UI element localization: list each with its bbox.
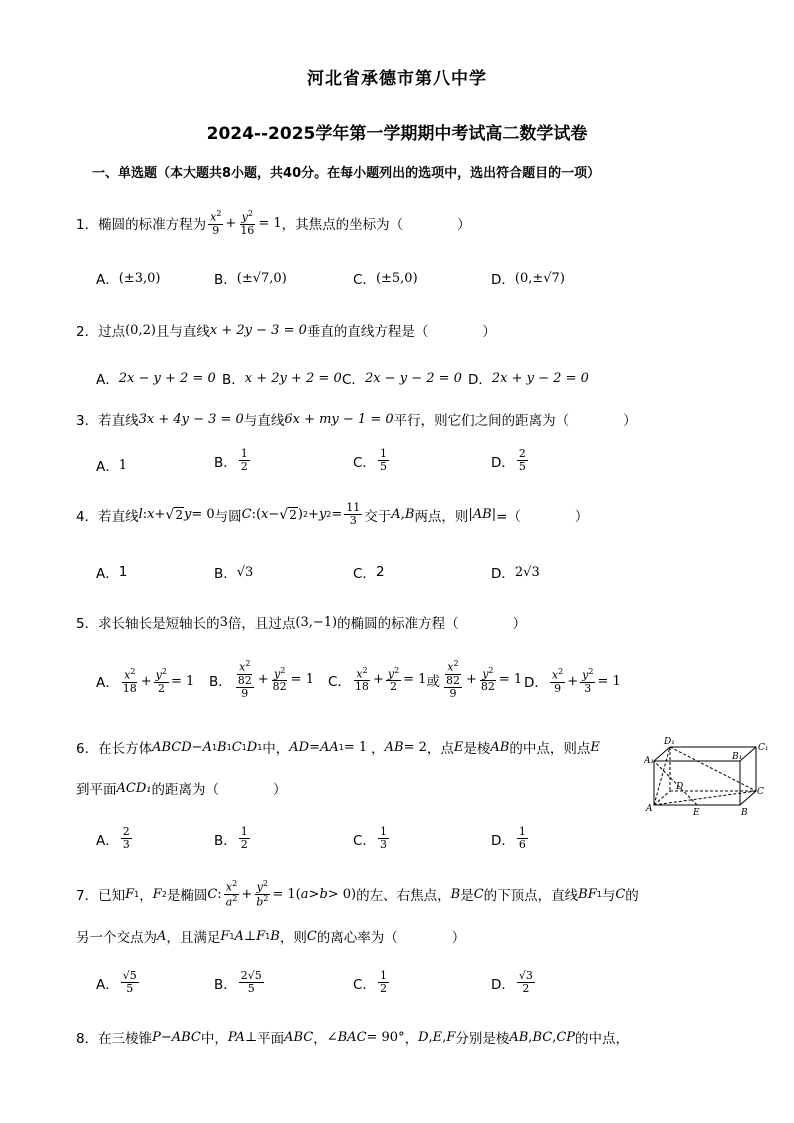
- option-4d[interactable]: D． 2√3: [491, 564, 540, 582]
- front-face: [654, 761, 740, 805]
- label-c1: C₁: [758, 743, 769, 753]
- option-2a[interactable]: A． 2x − y + 2 = 0: [96, 370, 216, 388]
- option-6d[interactable]: D． $\frac{1}{6}$: [491, 825, 526, 852]
- option-5a[interactable]: A． $\frac{x^2}{18}$ + $\frac{y^2}{2}$ = 1: [96, 667, 195, 695]
- option-5d[interactable]: D． $\frac{x^2}{9}$ + $\frac{y^2}{3}$ = 1: [524, 667, 621, 695]
- option-4c[interactable]: C． 2: [353, 564, 385, 582]
- question-text: 椭圆的标准方程为: [98, 217, 207, 234]
- option-4a[interactable]: A． 1: [96, 564, 128, 582]
- option-7a[interactable]: A． $\frac{√5}{5}$: [96, 969, 137, 996]
- option-7c[interactable]: C． $\frac{1}{2}$: [353, 969, 387, 996]
- option-1d[interactable]: D． (0,±√7): [491, 270, 565, 288]
- option-3b[interactable]: B． $\frac{1}{2}$: [214, 447, 248, 474]
- section-title: 一、单选题（本大题共8小题，共40分。在每小题列出的选项中，选出符合题目的一项）: [92, 166, 601, 181]
- school-name: 河北省承德市第八中学: [307, 69, 487, 89]
- question-number: 1．: [76, 217, 99, 234]
- question-1: 1． 椭圆的标准方程为 $\frac{x^2}{9}$ + $\frac{y^2}{16}$ = 1 ，其焦点的坐标为（ ）: [76, 209, 471, 237]
- option-7d[interactable]: D． $\frac{√3}{2}$: [491, 969, 533, 996]
- option-1b[interactable]: B． (±√7,0): [214, 270, 287, 288]
- label-e: E: [693, 808, 700, 818]
- option-3a[interactable]: A． 1: [96, 457, 128, 475]
- label-a: A: [646, 804, 653, 814]
- question-6: 6． 在长方体 ABCD − A 1 B 1 C 1 D 1 中， AD = AA 1 = 1 ， AB = 2 ，点 E 是棱 AB 的中点，则点 E: [76, 739, 600, 757]
- question-6-line2: 到平面 ACD₁ 的距离为（ ）: [76, 780, 287, 798]
- option-2c[interactable]: C． 2x − y − 2 = 0: [342, 370, 462, 388]
- option-2b[interactable]: B． x + 2y + 2 = 0: [222, 370, 342, 388]
- option-3c[interactable]: C． $\frac{1}{5}$: [353, 447, 387, 474]
- question-4: 4． 若直线 l : x + √ 2 y = 0 与圆 C : ( x − √ 2 ) 2 + y 2 = $\frac{11}{3}$ 交于 A,B 两点，则 |AB| =（ ）: [76, 501, 589, 528]
- edge-b1c1: [740, 747, 756, 761]
- diag-ac: [654, 791, 756, 805]
- label-a1: A₁: [644, 756, 655, 766]
- question-2: 2． 过点 (0,2) 且与直线 x + 2y − 3 = 0 垂直的直线方程是（ ）: [76, 322, 496, 340]
- option-6a[interactable]: A． $\frac{2}{3}$: [96, 825, 130, 852]
- cuboid-figure: [644, 735, 774, 821]
- question-8: 8． 在三棱锥 P − ABC 中， PA ⊥ 平面 ABC ， ∠ BAC = 90° ， D , E , F 分别是棱 AB , BC , CP 的中点，: [76, 1029, 630, 1047]
- exam-title: 2024--2025学年第一学期期中考试高二数学试卷: [206, 124, 588, 144]
- label-b: B: [741, 808, 748, 818]
- option-6b[interactable]: B． $\frac{1}{2}$: [214, 825, 248, 852]
- option-2d[interactable]: D． 2x + y − 2 = 0: [468, 370, 589, 388]
- option-3d[interactable]: D． $\frac{2}{5}$: [491, 447, 526, 474]
- label-d1: D₁: [664, 737, 675, 747]
- option-7b[interactable]: B． $\frac{2√5}{5}$: [214, 969, 262, 996]
- ellipse-term-x: $\frac{x^2}{9}$: [210, 209, 222, 237]
- question-5: 5． 求长轴长是短轴长的 3 倍，且过点 (3,−1) 的椭圆的标准方程（ ）: [76, 614, 527, 632]
- option-4b[interactable]: B． √3: [214, 564, 254, 582]
- question-7-line2: 另一个交点为 A ，且满足 F 1 A ⊥ F 1 B ，则 C 的离心率为（ ）: [76, 928, 466, 946]
- option-1c[interactable]: C． (±5,0): [353, 270, 418, 288]
- option-1a[interactable]: A． (±3,0): [96, 270, 161, 288]
- option-5c[interactable]: C． $\frac{x^2}{18}$ + $\frac{y^2}{2}$ = 1 或 $\frac{x^2}{\frac{82}{9}}$ + $\frac{y^2}{82}$ = 1: [328, 659, 523, 700]
- question-7: 7． 已知 F 1 ， F 2 是椭圆 C : $\frac{x^2}{a^2}$ + $\frac{y^2}{b^2}$ = 1( a > b > 0) 的左、右焦点， B 是 C 的下顶点，直线 BF 1 与 C 的: [76, 879, 639, 909]
- option-5b[interactable]: B． $\frac{x^2}{\frac{82}{9}}$ + $\frac{y^2}{82}$ = 1: [209, 659, 314, 700]
- label-c: C: [757, 787, 764, 797]
- label-d: D: [676, 782, 684, 792]
- label-b1: B₁: [732, 752, 743, 762]
- ellipse-term-y: $\frac{y^2}{16}$: [240, 209, 255, 237]
- diag-ad1: [654, 747, 670, 805]
- option-6c[interactable]: C． $\frac{1}{3}$: [353, 825, 387, 852]
- question-3: 3． 若直线 3x + 4y − 3 = 0 与直线 6x + my − 1 = 0 平行，则它们之间的距离为（ ）: [76, 411, 637, 429]
